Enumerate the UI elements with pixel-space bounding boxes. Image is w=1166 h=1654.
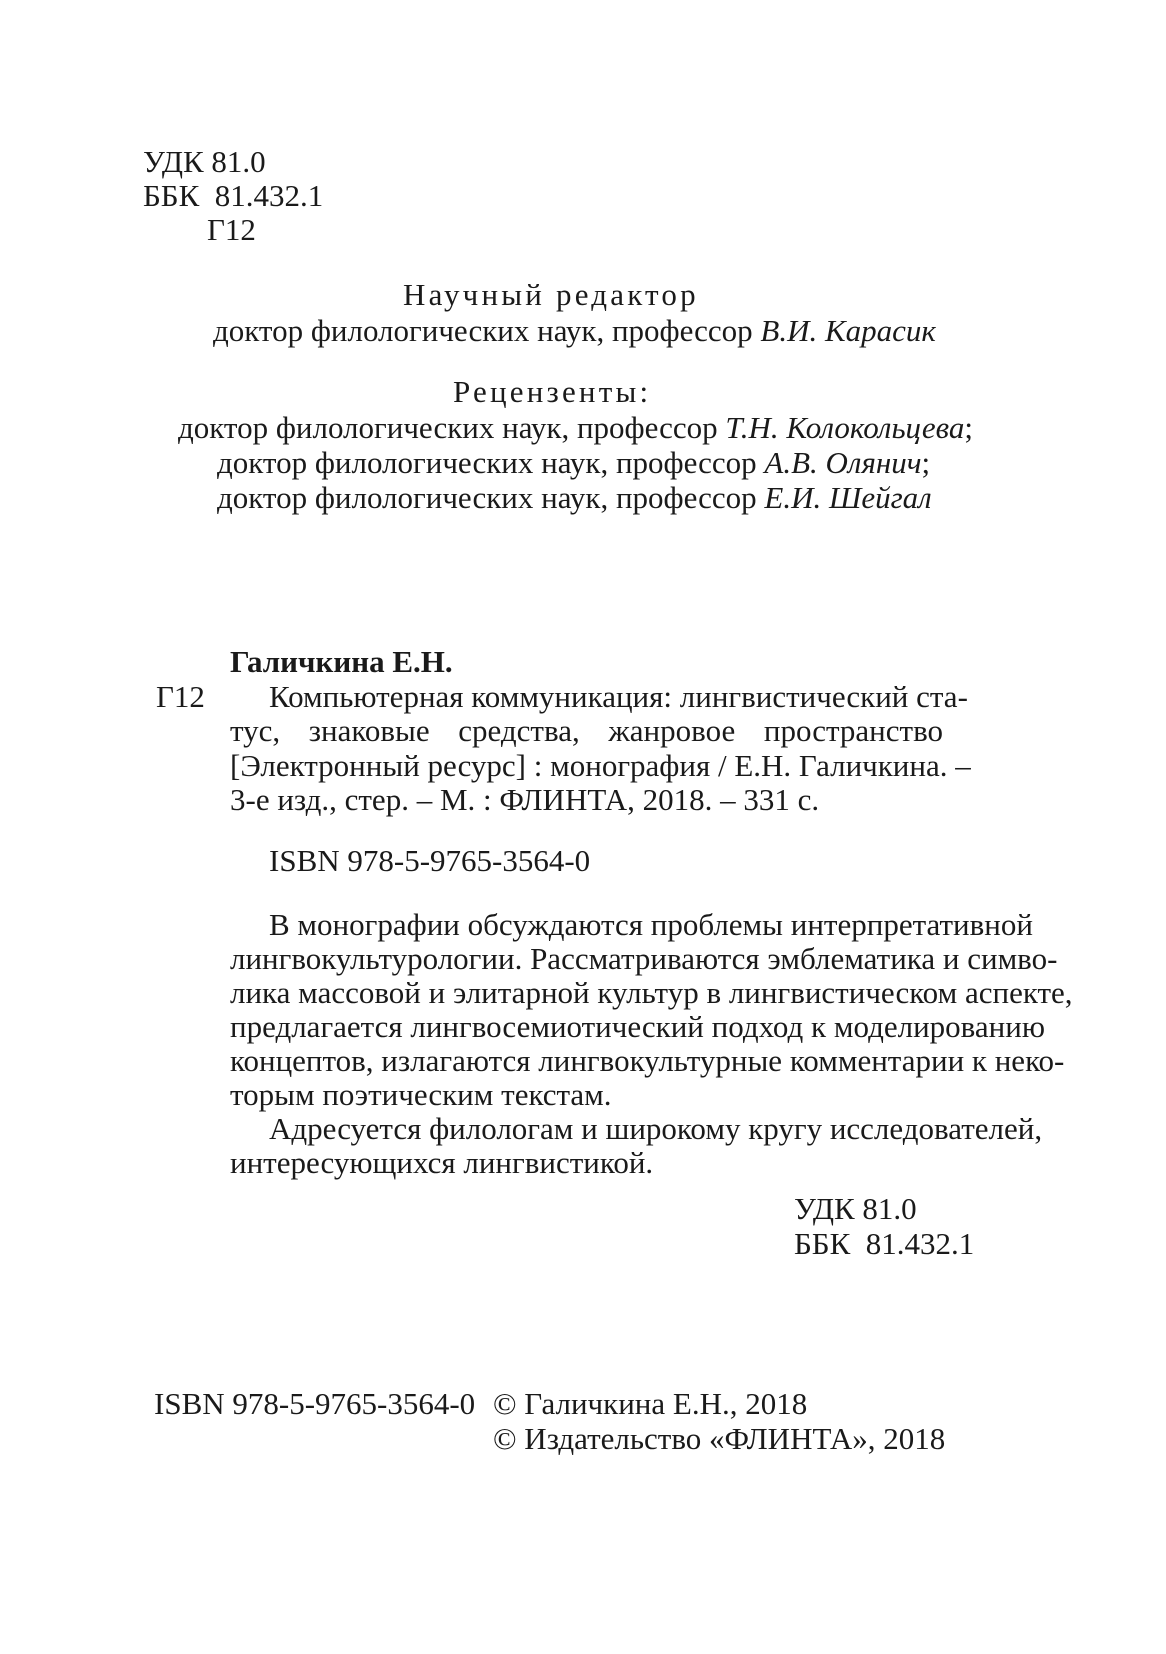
catalog-description-line: 3-е изд., стер. – М. : ФЛИНТА, 2018. – 331 с. xyxy=(230,782,820,817)
reviewer-end: ; xyxy=(964,410,973,445)
reviewer-name: Т.Н. Колокольцева xyxy=(725,410,965,445)
abstract-line: лика массовой и элитарной культур в лингвистическом аспекте, xyxy=(230,975,1073,1010)
editor-name: В.И. Карасик xyxy=(760,313,936,348)
reviewer-name: Е.И. Шейгал xyxy=(764,480,932,515)
udk-code: УДК 81.0 xyxy=(143,144,266,179)
abstract-line: интересующихся лингвистикой. xyxy=(230,1145,654,1180)
catalog-description-line: [Электронный ресурс] : монография / Е.Н. Галичкина. – xyxy=(230,748,971,783)
reviewer-line xyxy=(217,480,932,516)
abstract-bbk-code: ББК 81.432.1 xyxy=(794,1226,975,1261)
editor-line xyxy=(213,313,936,349)
reviewer-end: ; xyxy=(921,445,931,480)
footer-isbn: ISBN 978-5-9765-3564-0 xyxy=(154,1386,476,1421)
reviewer-title: доктор филологических наук, профессор xyxy=(178,410,718,445)
abstract-line: концептов, излагаются лингвокультурные комментарии к неко- xyxy=(230,1043,1065,1078)
bbk-code: ББК 81.432.1 xyxy=(143,178,324,213)
copyright-author: © Галичкина Е.Н., 2018 xyxy=(493,1386,808,1421)
reviewer-line xyxy=(178,410,973,446)
author-mark: Г12 xyxy=(207,212,256,247)
abstract-line: предлагается лингвосемиотический подход к моделированию xyxy=(230,1009,1046,1044)
catalog-isbn: ISBN 978-5-9765-3564-0 xyxy=(269,843,591,878)
reviewer-line xyxy=(217,445,930,481)
editor-title: доктор филологических наук, профессор xyxy=(213,313,753,348)
copyright-publisher: © Издательство «ФЛИНТА», 2018 xyxy=(493,1421,946,1456)
catalog-author-mark: Г12 xyxy=(156,679,205,714)
abstract-udk-code: УДК 81.0 xyxy=(794,1191,917,1226)
reviewer-title: доктор филологических наук, профессор xyxy=(217,480,757,515)
abstract-line: торым поэтическим текстам. xyxy=(230,1077,612,1112)
abstract-line: лингвокультурологии. Рассматриваются эмблематика и симво- xyxy=(230,941,1058,976)
catalog-author: Галичкина Е.Н. xyxy=(230,644,453,679)
reviewer-title: доктор филологических наук, профессор xyxy=(217,445,757,480)
abstract-line: В монографии обсуждаются проблемы интерпретативной xyxy=(269,907,1033,942)
reviewers-heading: Рецензенты: xyxy=(453,374,652,409)
catalog-description-line: Компьютерная коммуникация: лингвистический ста- xyxy=(269,679,968,714)
catalog-description-line: тус, знаковые средства, жанровое пространство xyxy=(230,713,943,748)
editor-heading: Научный редактор xyxy=(403,277,699,312)
abstract-line: Адресуется филологам и широкому кругу исследователей, xyxy=(269,1111,1043,1146)
reviewer-name: А.В. Олянич xyxy=(764,445,922,480)
